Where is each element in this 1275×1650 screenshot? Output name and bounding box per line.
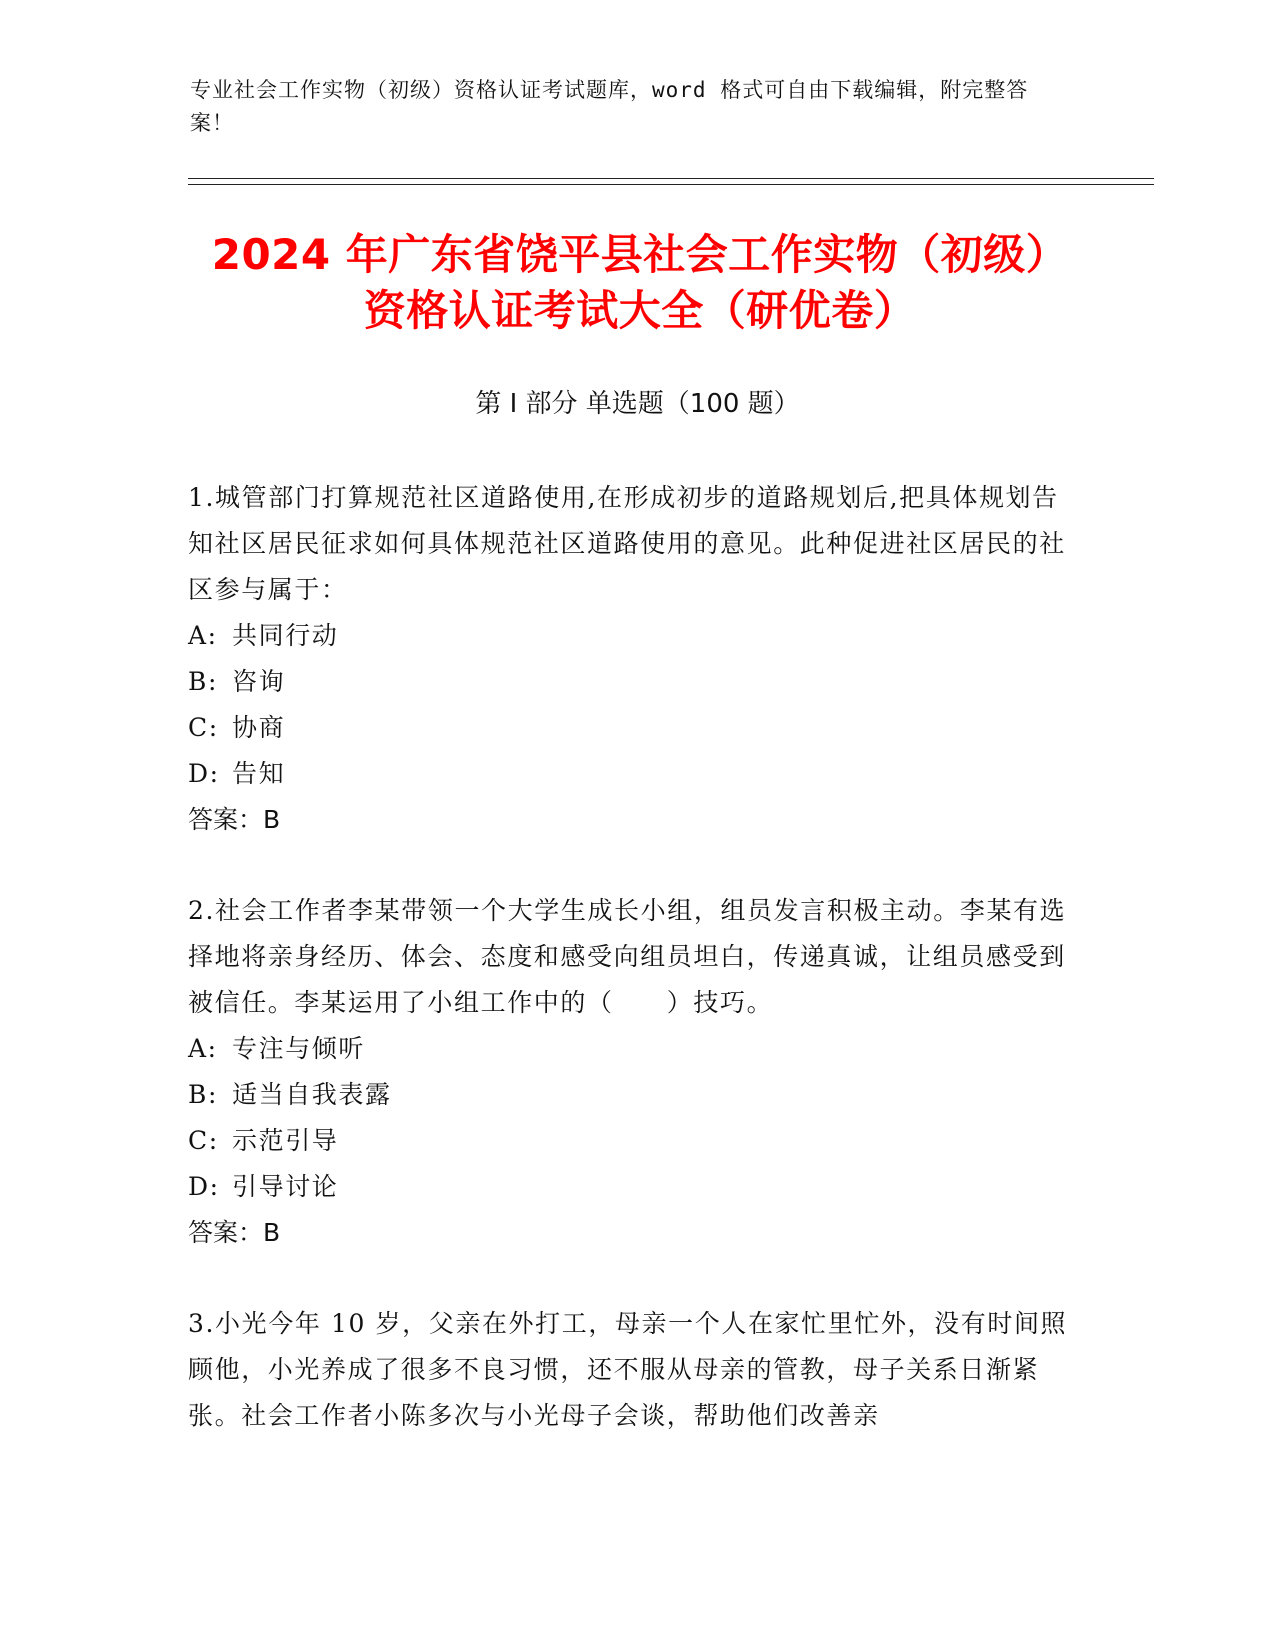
option-letter: A: [188,1034,218,1063]
header-note: 专业社会工作实物（初级）资格认证考试题库，word 格式可自由下载编辑，附完整答案！ [190,78,1029,135]
option-text: 告知 [232,759,286,788]
option-letter: B: [188,1080,218,1109]
option-letter: D: [188,1172,220,1201]
option-letter: B: [188,667,218,696]
question-stem: 2.社会工作者李某带领一个大学生成长小组，组员发言积极主动。李某有选择地将亲身经历、体会、态度和感受向组员坦白，传递真诚，让组员感受到被信任。李某运用了小组工作中的（ ）技巧。 [188,896,1067,1017]
option-d [188,1164,1078,1210]
document-title [140,227,1140,339]
option-letter: A: [188,621,218,650]
header-divider-top [188,178,1154,179]
option-a [188,613,1078,659]
option-text: 共同行动 [232,621,339,650]
header-divider-bottom [188,184,1154,185]
question-1 [188,475,1078,843]
option-text: 协商 [232,713,286,742]
question-stem: 3.小光今年 10 岁，父亲在外打工，母亲一个人在家忙里忙外，没有时间照顾他，小光养成了很多不良习惯，还不服从母亲的管教，母子关系日渐紧张。社会工作者小陈多次与小光母子会谈，帮助他们改善亲 [188,1309,1068,1430]
option-c [188,705,1078,751]
option-text: 示范引导 [232,1126,339,1155]
question-3 [188,1301,1078,1439]
answer-line: 答案：B [188,1218,281,1247]
option-b [188,659,1078,705]
option-b [188,1072,1078,1118]
question-2 [188,888,1078,1256]
option-letter: D: [188,759,220,788]
option-a [188,1026,1078,1072]
option-letter: C: [188,713,219,742]
document-title-line-2: 资格认证考试大全（研优卷） [363,286,917,335]
answer-line: 答案：B [188,805,281,834]
question-stem: 1.城管部门打算规范社区道路使用,在形成初步的道路规划后,把具体规划告知社区居民征求如何具体规范社区道路使用的意见。此种促进社区居民的社区参与属于： [188,483,1066,604]
option-text: 引导讨论 [232,1172,339,1201]
section-title: 第 I 部分 单选题（100 题） [475,389,800,419]
option-text: 专注与倾听 [232,1034,366,1063]
document-title-line-1: 2024 年广东省饶平县社会工作实物（初级） [211,230,1069,279]
option-c [188,1118,1078,1164]
option-text: 适当自我表露 [232,1080,392,1109]
option-d [188,751,1078,797]
option-text: 咨询 [232,667,286,696]
question-list [188,475,1078,1484]
option-letter: C: [188,1126,219,1155]
